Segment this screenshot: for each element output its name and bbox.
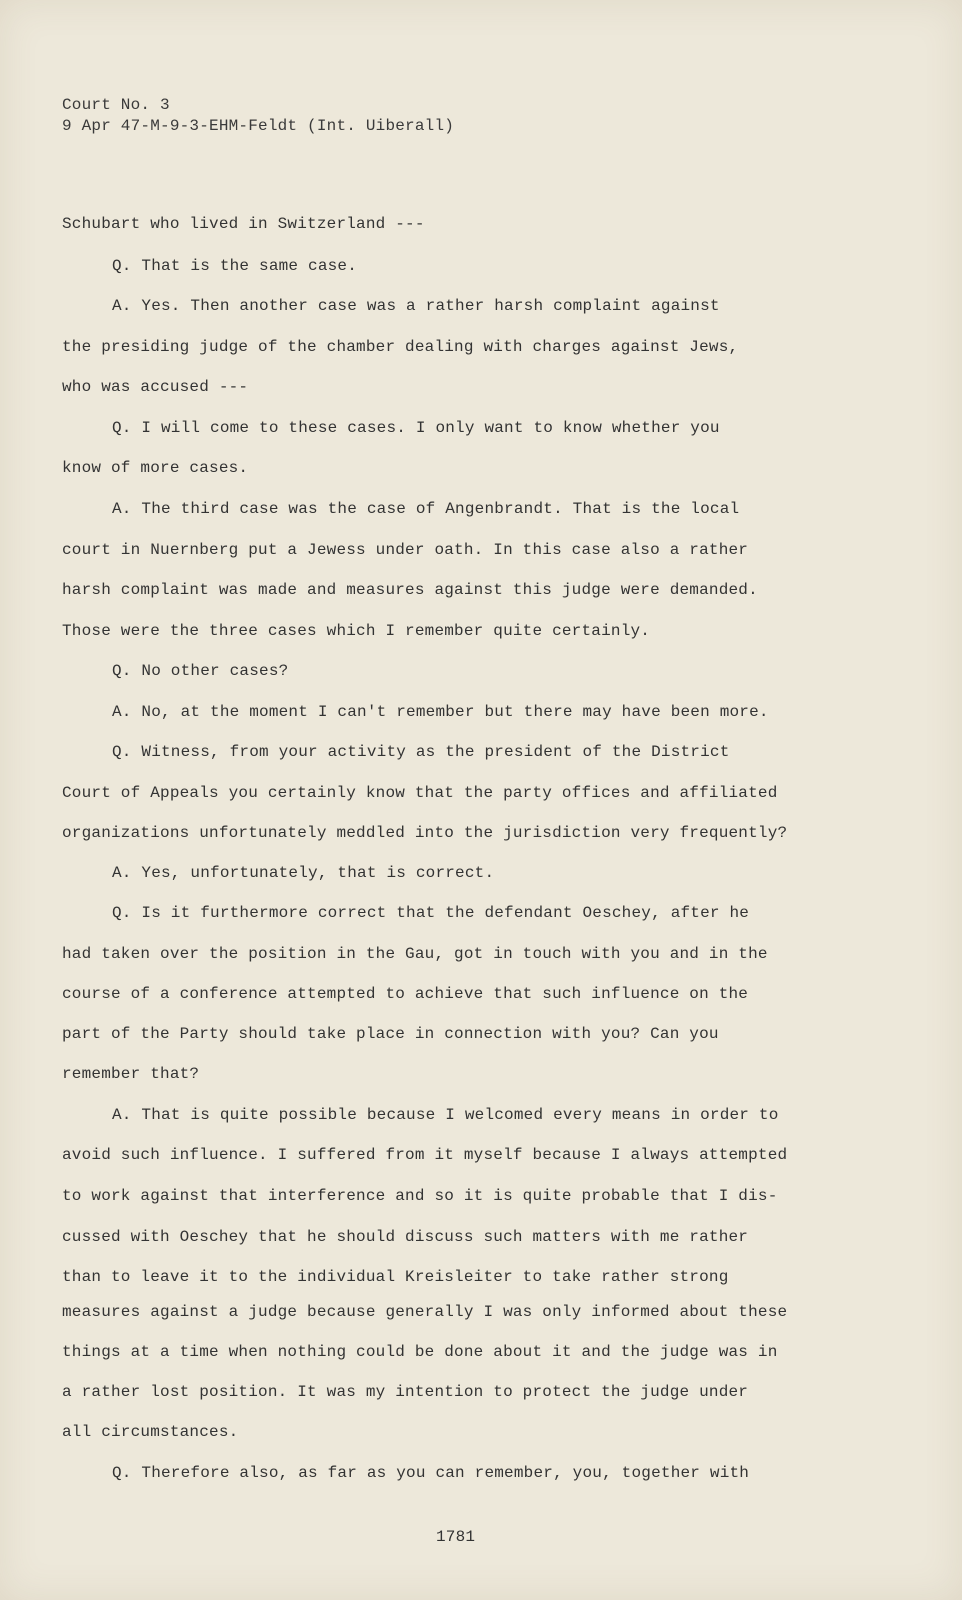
document-reference: 9 Apr 47-M-9-3-EHM-Feldt (Int. Uiberall) (62, 117, 455, 135)
text-line: A. Yes. Then another case was a rather harsh complaint against (112, 297, 720, 315)
text-line: harsh complaint was made and measures against this judge were demanded. (62, 581, 758, 599)
text-line: know of more cases. (62, 459, 249, 477)
text-line: Q. Therefore also, as far as you can remember, you, together with (112, 1464, 750, 1482)
text-line: than to leave it to the individual Kreisleiter to take rather strong (62, 1268, 729, 1286)
text-line: organizations unfortunately meddled into the jurisdiction very frequently? (62, 824, 788, 842)
text-line: Q. Is it furthermore correct that the defendant Oeschey, after he (112, 904, 750, 922)
text-line: part of the Party should take place in connection with you? Can you (62, 1025, 719, 1043)
text-line: court in Nuernberg put a Jewess under oath. In this case also a rather (62, 541, 749, 559)
text-line: Q. That is the same case. (112, 257, 358, 275)
text-line: the presiding judge of the chamber dealing with charges against Jews, (62, 338, 739, 356)
text-line: who was accused --- (62, 378, 249, 396)
text-line: Court of Appeals you certainly know that the party offices and affiliated (62, 784, 778, 802)
text-line: remember that? (62, 1065, 200, 1083)
text-line: avoid such influence. I suffered from it myself because I always attempted (62, 1146, 788, 1164)
text-line: A. Yes, unfortunately, that is correct. (112, 864, 495, 882)
court-number: Court No. 3 (62, 96, 170, 114)
text-line: A. The third case was the case of Angenbrandt. That is the local (112, 500, 740, 518)
text-line: A. No, at the moment I can't remember but there may have been more. (112, 703, 769, 721)
text-line: measures against a judge because generally I was only informed about these (62, 1303, 788, 1321)
text-line: course of a conference attempted to achieve that such influence on the (62, 985, 749, 1003)
text-line: Schubart who lived in Switzerland --- (62, 215, 425, 233)
text-line: things at a time when nothing could be done about it and the judge was in (62, 1343, 778, 1361)
text-line: A. That is quite possible because I welcomed every means in order to (112, 1106, 779, 1124)
page-number: 1781 (436, 1528, 476, 1546)
text-line: Q. No other cases? (112, 662, 289, 680)
text-line: Q. I will come to these cases. I only want to know whether you (112, 419, 720, 437)
text-line: had taken over the position in the Gau, got in touch with you and in the (62, 945, 768, 963)
text-line: cussed with Oeschey that he should discuss such matters with me rather (62, 1228, 749, 1246)
text-line: Q. Witness, from your activity as the president of the District (112, 743, 730, 761)
text-line: a rather lost position. It was my intention to protect the judge under (62, 1383, 749, 1401)
text-line: Those were the three cases which I remember quite certainly. (62, 622, 651, 640)
text-line: all circumstances. (62, 1423, 239, 1441)
text-line: to work against that interference and so it is quite probable that I dis- (62, 1187, 778, 1205)
